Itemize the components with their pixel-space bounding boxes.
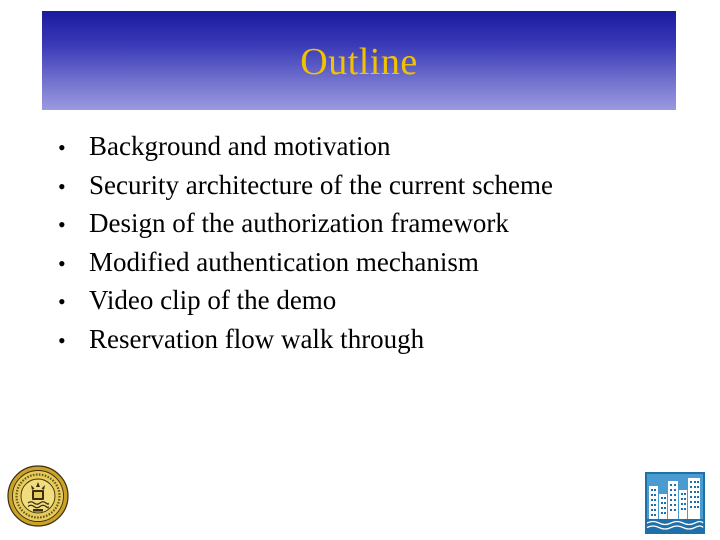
bullet-marker: • bbox=[58, 173, 66, 199]
bullet-text: Background and motivation bbox=[89, 131, 391, 161]
bullet-marker: • bbox=[58, 250, 66, 276]
title-banner bbox=[42, 11, 676, 110]
bullet-item bbox=[58, 247, 553, 286]
city-skyline-logo-icon bbox=[645, 472, 705, 534]
bullet-item bbox=[58, 170, 553, 209]
bullet-text: Security architecture of the current scheme bbox=[89, 169, 554, 200]
bullet-item bbox=[58, 131, 553, 170]
bullet-text: Modified authentication mechanism bbox=[89, 246, 479, 277]
bullet-item bbox=[58, 324, 553, 363]
bullet-item bbox=[58, 285, 553, 324]
bullet-text: Design of the authorization framework bbox=[89, 208, 509, 238]
bullet-list bbox=[58, 131, 553, 362]
bullet-marker: • bbox=[58, 327, 66, 353]
bullet-marker: • bbox=[58, 212, 66, 237]
bullet-text: Reservation flow walk through bbox=[89, 323, 425, 354]
bullet-text: Video clip of the demo bbox=[89, 285, 337, 315]
slide-title: Outline bbox=[300, 40, 418, 83]
bullet-marker: • bbox=[58, 289, 66, 314]
university-seal-icon bbox=[7, 465, 69, 527]
bullet-marker: • bbox=[58, 135, 66, 160]
bullet-item bbox=[58, 208, 553, 247]
